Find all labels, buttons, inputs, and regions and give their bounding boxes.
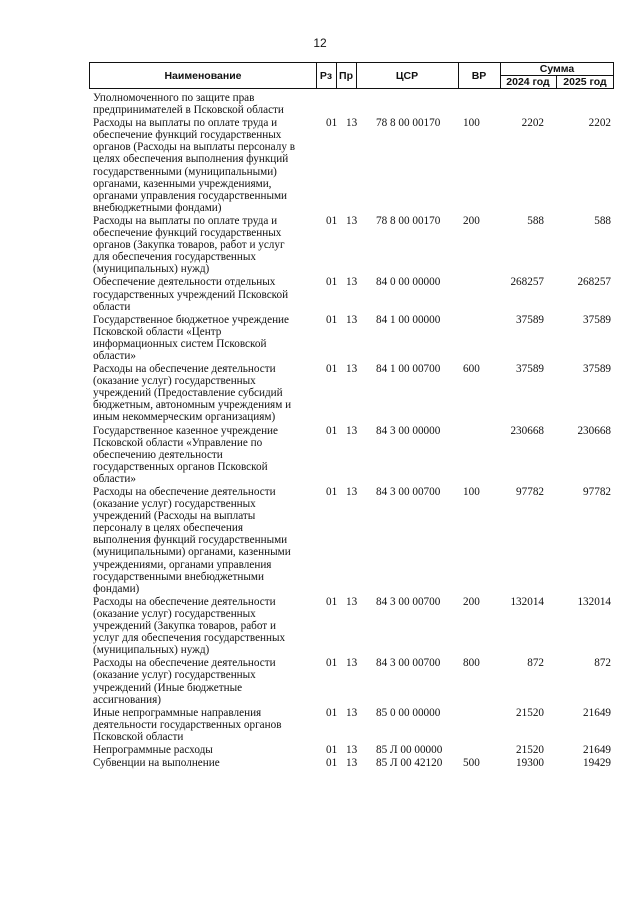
row-name-line: обеспечению деятельности — [93, 448, 223, 461]
row-csr: 84 3 00 00000 — [376, 424, 441, 437]
header-year-2025: 2025 год — [563, 76, 607, 88]
row-name-line: Псковской области «Центр — [93, 325, 222, 338]
row-value-2025: 97782 — [583, 486, 611, 498]
row-name-line: Расходы на выплаты по оплате труда и — [93, 117, 278, 130]
table-row — [93, 744, 613, 756]
row-vr: 100 — [463, 486, 480, 498]
row-value-2024: 37589 — [516, 313, 544, 326]
row-value-2025: 230668 — [577, 424, 611, 437]
row-name — [93, 276, 306, 312]
row-name-line: органов (Расходы на выплаты персоналу в — [93, 141, 295, 154]
row-value-2024: 21520 — [516, 743, 544, 756]
row-value-2025: 21649 — [583, 706, 611, 719]
row-name-line: информационных систем Псковской — [93, 337, 267, 350]
row-name — [93, 425, 306, 485]
row-name — [93, 215, 306, 275]
row-value-2024: 21520 — [516, 706, 544, 719]
row-name-line: области — [93, 300, 131, 313]
row-name-line: учреждений (Иные бюджетные — [93, 681, 243, 694]
row-name-line: государственными внебюджетными — [93, 570, 264, 583]
row-value-2025: 19429 — [583, 757, 611, 770]
row-csr: 84 1 00 00000 — [376, 313, 441, 326]
row-rz: 01 — [326, 706, 338, 719]
row-csr: 78 8 00 00170 — [376, 117, 441, 130]
row-csr: 84 1 00 00700 — [376, 363, 441, 376]
header-sum: Сумма — [539, 63, 575, 75]
row-rz: 01 — [326, 117, 338, 130]
row-name — [93, 314, 306, 362]
row-vr: 800 — [463, 657, 480, 670]
row-csr: 85 Л 00 42120 — [376, 757, 443, 770]
row-name-line: учреждений (Расходы на выплаты — [93, 510, 256, 523]
row-name-line: учреждений (Предоставление субсидий — [93, 387, 283, 400]
table-row — [93, 92, 613, 116]
row-name — [93, 92, 306, 116]
row-name-line: Расходы на обеспечение деятельности — [93, 486, 276, 498]
row-name-line: Псковской области — [93, 730, 184, 743]
row-value-2025: 21649 — [583, 743, 611, 756]
row-csr: 85 0 00 00000 — [376, 706, 441, 719]
row-csr: 84 3 00 00700 — [376, 657, 441, 670]
row-csr: 85 Л 00 00000 — [376, 743, 443, 756]
row-name-line: Расходы на обеспечение деятельности — [93, 595, 276, 608]
row-pr: 13 — [346, 214, 358, 227]
table-row — [93, 117, 613, 214]
row-name — [93, 757, 306, 769]
row-value-2024: 230668 — [510, 424, 544, 437]
row-name-line: (оказание услуг) государственных — [93, 669, 256, 682]
row-pr: 13 — [346, 313, 358, 326]
table-row — [93, 757, 613, 769]
table-header — [89, 62, 614, 89]
row-vr: 200 — [463, 214, 480, 227]
row-name-line: учреждений (Закупка товаров, работ и — [93, 620, 276, 633]
row-name-line: Государственное казенное учреждение — [93, 424, 279, 437]
header-rz: Рз — [319, 69, 333, 82]
table-row — [93, 707, 613, 743]
row-value-2025: 2202 — [588, 117, 611, 130]
row-name — [93, 117, 306, 214]
table-row — [93, 657, 613, 705]
row-rz: 01 — [326, 363, 338, 376]
table-row — [93, 486, 613, 595]
row-name-line: (муниципальными) органами, казенными — [93, 546, 291, 559]
row-name-line: (оказание услуг) государственных — [93, 498, 256, 511]
row-name-line: учреждениями, органами управления — [93, 558, 272, 571]
row-name-line: Иные непрограммные направления — [93, 706, 262, 719]
row-rz: 01 — [326, 424, 338, 437]
row-vr: 500 — [463, 757, 480, 770]
row-name-line: государственных учреждений Псковской — [93, 288, 289, 301]
row-name-line: обеспечение функций государственных — [93, 227, 282, 240]
row-name-line: (муниципальных) нужд) — [93, 644, 210, 657]
row-pr: 13 — [346, 743, 358, 756]
row-name-line: государственными (муниципальными) — [93, 165, 277, 178]
row-value-2025: 37589 — [583, 313, 611, 326]
row-name — [93, 596, 306, 656]
row-pr: 13 — [346, 595, 358, 608]
row-rz: 01 — [326, 214, 338, 227]
row-pr: 13 — [346, 117, 358, 130]
row-value-2025: 132014 — [577, 595, 611, 608]
row-pr: 13 — [346, 657, 358, 670]
row-value-2024: 132014 — [510, 595, 544, 608]
row-pr: 13 — [346, 424, 358, 437]
row-pr: 13 — [346, 757, 358, 770]
row-name-line: бюджетным, автономным учреждениям и — [93, 399, 292, 412]
row-name-line: целях обеспечения выполнения функций — [93, 153, 289, 166]
table-row — [93, 425, 613, 485]
row-name-line: органами, казенными учреждениями, — [93, 177, 272, 190]
row-vr: 600 — [463, 363, 480, 376]
row-name — [93, 363, 306, 423]
row-value-2025: 268257 — [577, 276, 611, 289]
header-pr: Пр — [339, 69, 353, 82]
table-row — [93, 215, 613, 275]
row-value-2024: 588 — [527, 214, 544, 227]
row-value-2024: 872 — [527, 657, 544, 670]
row-name-line: персоналу в целях обеспечения — [93, 522, 244, 535]
row-value-2025: 588 — [594, 214, 611, 227]
row-rz: 01 — [326, 486, 338, 498]
row-name-line: Непрограммные расходы — [93, 743, 213, 756]
row-name-line: Псковской области «Управление по — [93, 436, 263, 449]
row-value-2024: 37589 — [516, 363, 544, 376]
row-vr: 200 — [463, 595, 480, 608]
row-pr: 13 — [346, 276, 358, 289]
row-value-2025: 37589 — [583, 363, 611, 376]
row-name-line: (оказание услуг) государственных — [93, 607, 256, 620]
row-name-line: Государственное бюджетное учреждение — [93, 313, 290, 326]
row-pr: 13 — [346, 706, 358, 719]
row-vr: 100 — [463, 117, 480, 130]
table-row — [93, 276, 613, 312]
row-value-2024: 19300 — [516, 757, 544, 770]
row-value-2025: 872 — [594, 657, 611, 670]
row-name — [93, 486, 306, 595]
row-csr: 84 0 00 00000 — [376, 276, 441, 289]
table-row — [93, 596, 613, 656]
row-csr: 84 3 00 00700 — [376, 486, 441, 498]
row-name-line: (оказание услуг) государственных — [93, 375, 256, 388]
row-value-2024: 2202 — [521, 117, 544, 130]
row-value-2024: 268257 — [510, 276, 544, 289]
header-csr: ЦСР — [395, 69, 419, 82]
table-body — [93, 92, 613, 770]
table-row — [93, 363, 613, 423]
row-csr: 78 8 00 00170 — [376, 214, 441, 227]
table-row — [93, 314, 613, 362]
row-name-line: Уполномоченного по защите прав — [93, 92, 255, 104]
row-name-line: государственных органов Псковской — [93, 460, 268, 473]
row-name — [93, 707, 306, 743]
row-name-line: Расходы на обеспечение деятельности — [93, 657, 276, 670]
row-pr: 13 — [346, 486, 358, 498]
header-year-2024: 2024 год — [506, 76, 550, 88]
row-rz: 01 — [326, 313, 338, 326]
row-name-line: предпринимателей в Псковской области — [93, 104, 284, 117]
row-pr: 13 — [346, 363, 358, 376]
row-name-line: органов (Закупка товаров, работ и услуг — [93, 239, 285, 252]
row-name-line: внебюджетными фондами) — [93, 201, 222, 214]
row-name-line: обеспечение функций государственных — [93, 129, 282, 142]
row-name-line: иным некоммерческим организациям) — [93, 411, 276, 424]
row-name-line: Обеспечение деятельности отдельных — [93, 276, 276, 289]
row-rz: 01 — [326, 276, 338, 289]
row-name-line: ассигнования) — [93, 693, 161, 706]
page-number: 12 — [313, 36, 327, 50]
row-name-line: Расходы на выплаты по оплате труда и — [93, 214, 278, 227]
header-name: Наименование — [164, 69, 242, 82]
row-name-line: услуг для обеспечения государственных — [93, 632, 286, 645]
row-name-line: (муниципальных) нужд) — [93, 263, 210, 276]
row-csr: 84 3 00 00700 — [376, 595, 441, 608]
row-name-line: для обеспечения государственных — [93, 251, 257, 264]
row-name-line: Расходы на обеспечение деятельности — [93, 363, 276, 376]
row-rz: 01 — [326, 595, 338, 608]
row-value-2024: 97782 — [516, 486, 544, 498]
row-name — [93, 744, 306, 756]
header-vr: ВР — [471, 69, 487, 82]
row-name-line: области» — [93, 472, 136, 485]
row-name — [93, 657, 306, 705]
row-name-line: Субвенции на выполнение — [93, 757, 220, 770]
row-name-line: фондами) — [93, 582, 140, 595]
row-name-line: органами управления государственными — [93, 189, 288, 202]
row-rz: 01 — [326, 657, 338, 670]
row-rz: 01 — [326, 743, 338, 756]
row-name-line: выполнения функций государственными — [93, 534, 288, 547]
row-name-line: деятельности государственных органов — [93, 718, 282, 731]
row-name-line: области» — [93, 349, 136, 362]
row-rz: 01 — [326, 757, 338, 770]
